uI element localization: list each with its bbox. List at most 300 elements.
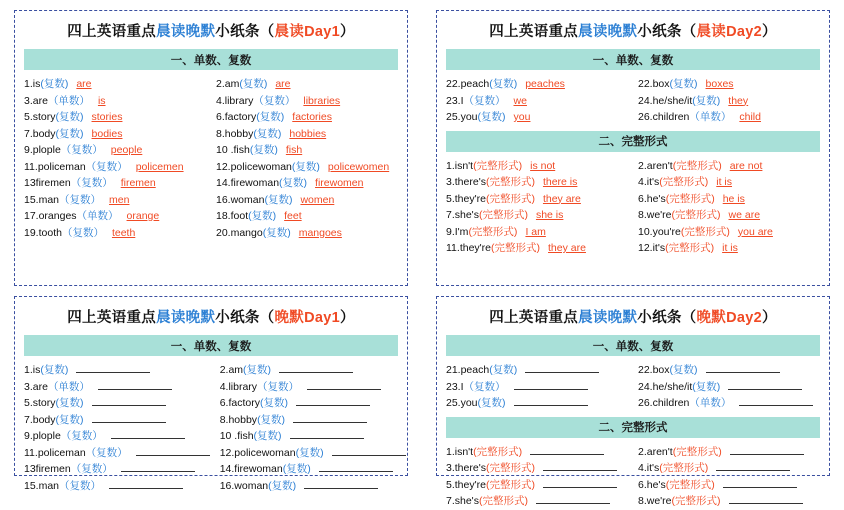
item-tag: (完整形式) <box>672 159 722 172</box>
item-answer: peaches <box>525 78 565 90</box>
item-answer: feet <box>284 210 302 222</box>
item-word: 1.isn't <box>446 445 474 458</box>
answer-blank[interactable] <box>98 379 172 390</box>
item-word: 6.he's <box>638 192 666 205</box>
title-part: 小纸条（ <box>215 310 275 326</box>
item-word: 11.they're <box>446 242 492 254</box>
item-word: 7.body <box>24 413 56 426</box>
list-item <box>24 142 206 159</box>
section-heading: 一、单数、复数 <box>24 335 398 356</box>
item-tag: (复数) <box>55 127 84 140</box>
list-item <box>446 240 628 257</box>
item-tag: （单数） <box>47 94 90 107</box>
list-item <box>638 158 820 175</box>
item-tag: （复数） <box>60 430 103 442</box>
item-word: 12.policewoman <box>219 446 296 459</box>
item-tag: (复数) <box>282 463 311 475</box>
item-answer: they <box>728 94 749 107</box>
title-part: 晨读晚默 <box>578 24 638 40</box>
title-part: 晨读晚默 <box>578 310 638 326</box>
item-word: 5.story <box>24 397 56 409</box>
item-answer: you <box>513 111 531 123</box>
item-tag: (完整形式) <box>473 159 523 172</box>
item-answer: are <box>275 78 291 90</box>
list-item <box>638 93 820 110</box>
list-item <box>446 493 628 510</box>
answer-blank[interactable] <box>543 477 617 488</box>
answer-blank[interactable] <box>728 379 802 390</box>
answer-blank[interactable] <box>136 445 210 456</box>
item-word: 9.plople <box>24 430 61 442</box>
item-tag: （单数） <box>689 111 732 123</box>
list-item <box>24 159 206 176</box>
item-tag: (完整形式) <box>473 445 523 458</box>
item-word: 15.man <box>24 479 60 492</box>
answer-blank[interactable] <box>530 444 604 455</box>
item-tag: (复数) <box>243 364 272 376</box>
item-tag: （复数） <box>463 380 506 393</box>
list-item <box>216 225 398 242</box>
item-answer: men <box>109 193 130 206</box>
item-tag: （复数） <box>60 144 103 156</box>
worksheet-card <box>422 286 844 507</box>
item-answer: there is <box>542 176 578 188</box>
list-item <box>220 461 406 478</box>
list-item <box>24 379 210 396</box>
item-tag: (复数) <box>692 380 721 393</box>
item-word: 12.policewoman <box>216 160 292 173</box>
item-answer: teeth <box>111 226 136 239</box>
list-item <box>216 142 398 159</box>
item-tag: (完整形式) <box>672 445 722 458</box>
item-tag: （单数） <box>689 397 732 409</box>
card-title <box>446 306 820 327</box>
answer-blank[interactable] <box>514 379 588 390</box>
item-word: 4.library <box>216 94 254 107</box>
item-answer: she is <box>535 209 564 221</box>
item-word: 6.factory <box>216 111 257 123</box>
section-heading: 一、单数、复数 <box>446 335 820 356</box>
item-answer: fish <box>285 144 303 156</box>
list-item <box>638 240 820 257</box>
title-part: 晨读晚默 <box>156 310 216 326</box>
item-word: 9.plople <box>24 144 61 156</box>
item-tag: (复数) <box>489 364 518 376</box>
answer-blank[interactable] <box>109 478 183 489</box>
item-word: 10 .fish <box>216 144 250 156</box>
item-answer: firewomen <box>315 177 364 189</box>
title-part: 晨读Day1 <box>274 24 340 40</box>
worksheet-card <box>0 0 422 286</box>
answer-blank[interactable] <box>706 362 780 373</box>
title-part: ） <box>339 24 355 40</box>
item-answer: bodies <box>91 127 123 140</box>
item-tag: （复数） <box>85 160 128 173</box>
item-word: 14.firewoman <box>216 177 280 189</box>
item-tag: (完整形式) <box>478 209 528 221</box>
item-word: 8.we're <box>638 209 672 221</box>
item-answer: we <box>513 94 527 107</box>
item-word: 25.you <box>446 397 478 409</box>
list-item <box>24 175 206 192</box>
list-item <box>216 109 398 126</box>
item-word: 13firemen <box>24 463 71 475</box>
item-word: 7.body <box>24 127 56 140</box>
item-list <box>446 76 820 126</box>
title-part: 小纸条（ <box>215 24 275 40</box>
list-item <box>638 362 820 379</box>
item-tag: (完整形式) <box>485 478 535 491</box>
item-tag: (复数) <box>669 364 698 376</box>
item-tag: (复数) <box>248 210 277 222</box>
item-tag: (完整形式) <box>485 462 535 474</box>
list-item <box>24 478 210 495</box>
item-tag: （复数） <box>59 479 102 492</box>
item-tag: (完整形式) <box>665 242 715 254</box>
item-tag: (完整形式) <box>665 478 715 491</box>
item-word: 21.peach <box>446 364 490 376</box>
card-title <box>446 20 820 41</box>
card-border <box>436 10 830 286</box>
item-tag: (完整形式) <box>665 192 715 205</box>
card-border <box>14 10 408 286</box>
answer-blank[interactable] <box>319 461 393 472</box>
item-answer: is <box>97 94 106 107</box>
list-item <box>220 412 406 429</box>
item-answer: you are <box>737 225 773 238</box>
item-tag: (复数) <box>55 111 84 123</box>
item-tag: (复数) <box>477 111 506 123</box>
section-heading: 二、完整形式 <box>446 417 820 438</box>
item-word: 6.he's <box>638 478 666 491</box>
list-item <box>220 428 406 445</box>
list-item <box>446 158 628 175</box>
item-tag: (完整形式) <box>659 462 709 474</box>
item-answer: firemen <box>120 177 156 189</box>
item-tag: (复数) <box>259 397 288 409</box>
list-item <box>446 460 628 477</box>
list-item <box>638 395 820 412</box>
list-item <box>216 208 398 225</box>
answer-blank[interactable] <box>730 444 804 455</box>
item-word: 14.firewoman <box>219 463 283 475</box>
list-item <box>216 93 398 110</box>
item-tag: （复数） <box>70 177 113 189</box>
list-item <box>638 493 820 510</box>
list-item <box>24 126 206 143</box>
item-tag: (完整形式) <box>491 242 541 254</box>
item-tag: (复数) <box>268 479 297 492</box>
item-list <box>24 362 398 494</box>
item-tag: (完整形式) <box>485 176 535 188</box>
list-item <box>638 460 820 477</box>
list-item <box>638 379 820 396</box>
answer-blank[interactable] <box>723 477 797 488</box>
item-word: 13firemen <box>24 177 71 189</box>
card-border <box>436 296 830 507</box>
title-part: 小纸条（ <box>637 310 697 326</box>
answer-blank[interactable] <box>279 362 353 373</box>
list-item <box>446 444 628 461</box>
item-tag: (复数) <box>295 446 324 459</box>
item-tag: (完整形式) <box>485 192 535 205</box>
answer-blank[interactable] <box>514 395 588 406</box>
answer-blank[interactable] <box>739 395 813 406</box>
item-answer: they are <box>542 192 581 205</box>
answer-blank[interactable] <box>304 478 378 489</box>
item-tag: （单数） <box>76 210 119 222</box>
list-item <box>638 174 820 191</box>
answer-blank[interactable] <box>76 362 150 373</box>
item-list <box>446 444 820 510</box>
item-answer: boxes <box>705 78 734 90</box>
answer-blank[interactable] <box>92 395 166 406</box>
answer-blank[interactable] <box>716 460 790 471</box>
section-heading: 一、单数、复数 <box>24 49 398 70</box>
list-item <box>24 208 206 225</box>
item-tag: （复数） <box>253 94 296 107</box>
list-item <box>24 93 206 110</box>
title-part: 四上英语重点 <box>489 310 579 326</box>
item-tag: (复数) <box>477 397 506 409</box>
item-tag: （复数） <box>59 193 102 206</box>
item-word: 5.they're <box>446 478 486 491</box>
item-tag: (复数) <box>40 364 69 376</box>
list-item <box>446 76 628 93</box>
section-heading: 一、单数、复数 <box>446 49 820 70</box>
item-word: 8.hobby <box>216 127 254 140</box>
item-tag: （复数） <box>61 226 104 239</box>
item-answer: women <box>300 193 335 206</box>
item-word: 1.isn't <box>446 159 474 172</box>
list-item <box>24 395 210 412</box>
title-part: 晚默Day1 <box>274 310 340 326</box>
item-tag: （复数） <box>257 380 300 393</box>
title-part: 小纸条（ <box>637 24 697 40</box>
title-part: 晨读Day2 <box>696 24 762 40</box>
item-tag: （复数） <box>70 463 113 475</box>
item-word: 23.I <box>446 94 464 107</box>
list-item <box>216 126 398 143</box>
item-tag: (完整形式) <box>671 495 721 507</box>
list-item <box>220 362 406 379</box>
item-word: 22.peach <box>446 78 490 90</box>
answer-blank[interactable] <box>296 395 370 406</box>
title-part: 晚默Day2 <box>696 310 762 326</box>
answer-blank[interactable] <box>121 461 195 472</box>
item-word: 8.we're <box>638 495 672 507</box>
list-item <box>446 379 628 396</box>
list-item <box>446 477 628 494</box>
list-item <box>446 395 628 412</box>
item-tag: (复数) <box>256 111 285 123</box>
title-part: 四上英语重点 <box>67 310 157 326</box>
item-answer: are not <box>729 159 763 172</box>
answer-blank[interactable] <box>525 362 599 373</box>
item-tag: (完整形式) <box>671 209 721 221</box>
item-answer: child <box>739 111 761 123</box>
item-word: 4.library <box>219 380 258 393</box>
item-word: 9.I'm <box>446 225 469 238</box>
list-item <box>216 175 398 192</box>
item-tag: (完整形式) <box>680 225 730 238</box>
item-answer: libraries <box>303 94 341 107</box>
item-tag: (完整形式) <box>478 495 528 507</box>
item-tag: (复数) <box>692 94 721 107</box>
item-word: 3.there's <box>446 462 486 474</box>
answer-blank[interactable] <box>729 493 803 504</box>
item-answer: stories <box>91 111 123 123</box>
list-item <box>220 379 406 396</box>
item-word: 16.woman <box>216 193 265 206</box>
item-word: 7.she's <box>446 495 479 507</box>
item-word: 3.there's <box>446 176 486 188</box>
item-tag: （复数） <box>463 94 506 107</box>
item-word: 1.is <box>24 78 41 90</box>
item-word: 25.you <box>446 111 478 123</box>
title-part: 四上英语重点 <box>489 24 579 40</box>
item-word: 22.box <box>638 364 670 376</box>
list-item <box>446 362 628 379</box>
item-tag: （复数） <box>85 446 128 459</box>
item-list <box>24 76 398 241</box>
item-answer: we are <box>728 209 761 221</box>
list-item <box>24 362 210 379</box>
answer-blank[interactable] <box>536 493 610 504</box>
list-item <box>220 445 406 462</box>
item-answer: are <box>76 78 92 90</box>
item-answer: I am <box>525 225 546 238</box>
title-part: 四上英语重点 <box>67 24 157 40</box>
list-item <box>24 225 206 242</box>
item-answer: hobbies <box>289 127 327 140</box>
item-word: 10.you're <box>638 225 681 238</box>
worksheet-card <box>0 286 422 492</box>
item-tag: (完整形式) <box>468 225 518 238</box>
item-word: 2.aren't <box>638 445 673 458</box>
item-word: 2.aren't <box>638 159 673 172</box>
item-word: 24.he/she/it <box>638 380 693 393</box>
list-item <box>638 191 820 208</box>
item-word: 19.tooth <box>24 226 62 239</box>
title-part: ） <box>761 24 777 40</box>
list-item <box>24 445 210 462</box>
card-title <box>24 306 398 327</box>
worksheet-card <box>422 0 844 286</box>
card-border <box>14 296 408 492</box>
title-part: ） <box>761 310 777 326</box>
item-word: 20.mango <box>216 226 263 239</box>
item-tag: (复数) <box>253 430 282 442</box>
item-word: 3.are <box>24 94 48 107</box>
list-item <box>638 477 820 494</box>
item-tag: (复数) <box>257 413 286 426</box>
item-word: 2.am <box>219 364 244 376</box>
item-word: 10 .fish <box>219 430 254 442</box>
item-tag: (复数) <box>55 413 84 426</box>
list-item <box>638 207 820 224</box>
list-item <box>446 93 628 110</box>
item-word: 7.she's <box>446 209 479 221</box>
answer-blank[interactable] <box>290 428 364 439</box>
item-word: 23.I <box>446 380 464 393</box>
item-word: 4.it's <box>638 462 660 474</box>
list-item <box>446 109 628 126</box>
list-item <box>24 192 206 209</box>
item-tag: (复数) <box>40 78 69 90</box>
item-answer: it is <box>722 242 738 254</box>
item-tag: (完整形式) <box>659 176 709 188</box>
answer-blank[interactable] <box>293 412 367 423</box>
list-item <box>446 191 628 208</box>
answer-blank[interactable] <box>543 460 617 471</box>
list-item <box>638 109 820 126</box>
item-answer: policemen <box>135 160 184 173</box>
item-answer: he is <box>722 192 745 205</box>
item-word: 17.oranges <box>24 210 77 222</box>
item-tag: (复数) <box>239 78 268 90</box>
answer-blank[interactable] <box>111 428 185 439</box>
list-item <box>216 192 398 209</box>
card-title <box>24 20 398 41</box>
item-word: 26.children <box>638 397 690 409</box>
item-answer: factories <box>292 111 332 123</box>
item-tag: (复数) <box>264 193 293 206</box>
item-word: 11.policeman <box>24 160 86 173</box>
item-word: 5.story <box>24 111 56 123</box>
answer-blank[interactable] <box>92 412 166 423</box>
title-part: 晨读晚默 <box>156 24 216 40</box>
item-word: 26.children <box>638 111 690 123</box>
item-tag: (复数) <box>489 78 518 90</box>
item-word: 5.they're <box>446 192 486 205</box>
item-word: 2.am <box>216 78 240 90</box>
list-item <box>216 159 398 176</box>
answer-blank[interactable] <box>307 379 381 390</box>
item-answer: mangoes <box>298 226 342 239</box>
item-tag: (复数) <box>291 160 320 173</box>
list-item <box>638 224 820 241</box>
item-tag: (复数) <box>279 177 308 189</box>
item-word: 6.factory <box>219 397 260 409</box>
item-word: 3.are <box>24 380 48 393</box>
item-answer: policewomen <box>327 160 390 173</box>
list-item <box>446 174 628 191</box>
list-item <box>24 412 210 429</box>
list-item <box>24 76 206 93</box>
list-item <box>638 76 820 93</box>
title-part: ） <box>339 310 355 326</box>
item-answer: orange <box>126 210 160 222</box>
item-tag: （单数） <box>47 380 90 393</box>
answer-blank[interactable] <box>332 445 406 456</box>
list-item <box>24 428 210 445</box>
item-tag: (复数) <box>253 127 282 140</box>
item-answer: they are <box>548 242 586 254</box>
item-word: 16.woman <box>219 479 269 492</box>
section-heading: 二、完整形式 <box>446 131 820 152</box>
list-item <box>446 224 628 241</box>
list-item <box>220 395 406 412</box>
list-item <box>24 461 210 478</box>
item-word: 4.it's <box>638 176 660 188</box>
item-answer: it is <box>716 176 733 188</box>
item-word: 1.is <box>24 364 41 376</box>
item-word: 18.foot <box>216 210 249 222</box>
item-word: 8.hobby <box>219 413 258 426</box>
item-word: 12.it's <box>638 242 666 254</box>
item-word: 11.policeman <box>24 446 86 459</box>
